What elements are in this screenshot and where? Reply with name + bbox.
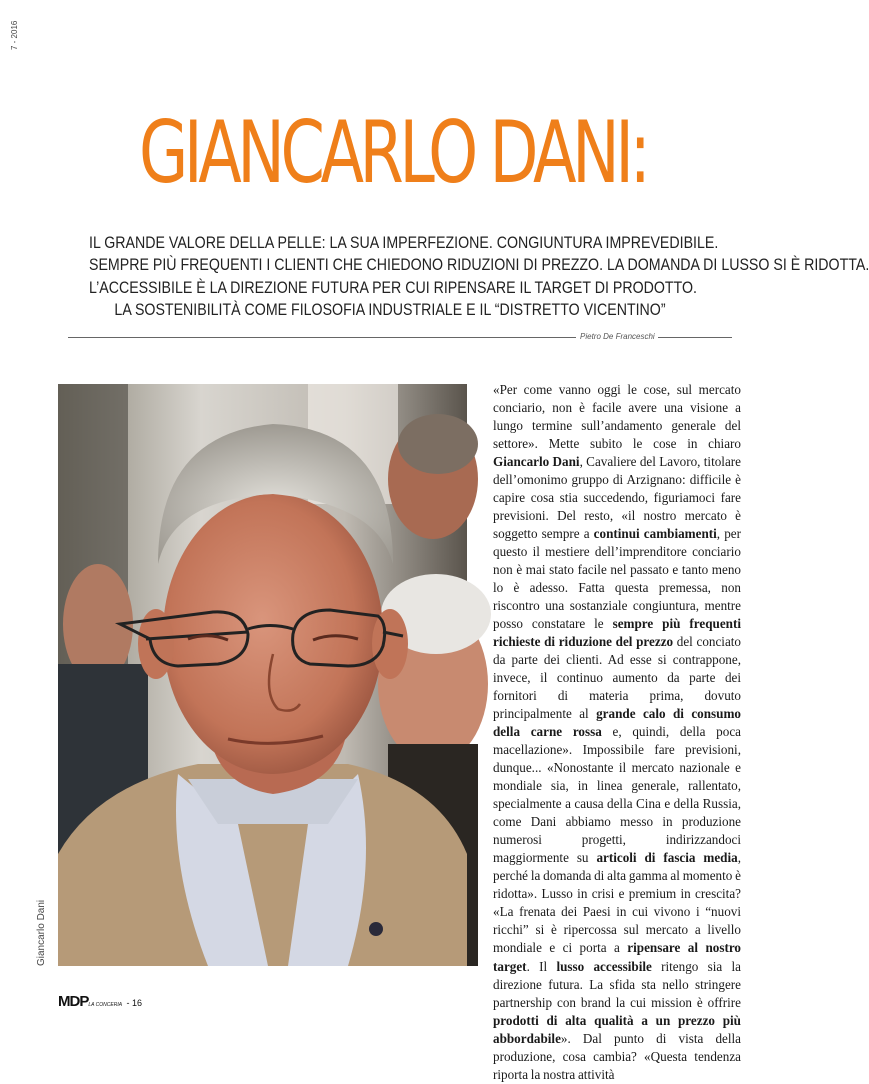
body-text-bold: ripensare al nostro target xyxy=(493,940,741,974)
body-text-bold: lusso accessibile xyxy=(556,958,652,974)
article-subtitle xyxy=(89,232,869,321)
body-text-run: . Il xyxy=(526,958,557,974)
article-body xyxy=(493,381,741,1084)
body-text-run: ritengo sia la direzione futura. La sfida sta nello stringere partnership con brand la cui mission è offrire xyxy=(493,958,741,1010)
body-text-run: e, quindi, della poca macellazione». Impossibile fare previsioni, dunque... «Nonostante il mercato nazionale e mondiale sia, in linea generale, rallentato, specialmente a causa della Cina e della Russia, come Dani abbiamo messo in produzione numerosi progetti, indirizzandoci maggiormente su xyxy=(493,724,741,866)
page-footer xyxy=(58,993,142,1011)
subtitle-line: L’ACCESSIBILE È LA DIREZIONE FUTURA PER CUI RIPENSARE IL TARGET DI PRODOTTO. xyxy=(89,278,697,297)
issue-date: 7 - 2016 xyxy=(10,20,19,50)
subtitle-line: LA SOSTENIBILITÀ COME FILOSOFIA INDUSTRIALE E IL “DISTRETTO VICENTINO” xyxy=(114,300,666,319)
subtitle-line: IL GRANDE VALORE DELLA PELLE: LA SUA IMPERFEZIONE. CONGIUNTURA IMPREVEDIBILE. xyxy=(89,234,719,252)
portrait-illustration xyxy=(58,384,467,966)
body-text-bold: prodotti di alta qualità a un prezzo più abbordabile xyxy=(493,1012,741,1046)
page-number: - 16 xyxy=(126,998,143,1008)
byline xyxy=(68,332,732,348)
body-text-run: «Per come vanno oggi le cose, sul mercato conciario, non è facile avere una visione a lungo termine sull’andamento generale del settore». Mette subito le cose in chiaro xyxy=(493,382,741,452)
body-text-run: , perché la domanda di alta gamma al momento è ridotta». Lusso in crisi e premium in crescita? «La frenata dei Paesi in cui vivono i “nuovi ricchi” si è ripercossa sul mercato a livello mondiale e ci porta a xyxy=(493,850,742,956)
portrait-photo xyxy=(58,384,467,966)
body-text-run: , per questo il mestiere dell’imprenditore conciario non è mai stato facile nel passato e tanto meno lo è adesso. Fatta questa premessa, non riscontro una sostanziale congiuntura, mentre posso constatare le xyxy=(493,526,741,632)
magazine-logo: MDP xyxy=(58,993,89,1010)
body-text-bold: grande calo di consumo della carne rossa xyxy=(493,706,741,740)
byline-rule-right xyxy=(658,337,732,338)
body-text-bold: continui cambiamenti xyxy=(593,526,717,542)
body-text-run: del conciato da parte dei clienti. Ad esse si contrappone, invece, il continuo aumento da parte dei fornitori di materia prima, dovuto principalmente al xyxy=(493,634,741,722)
body-text-bold: sempre più frequenti richieste di riduzione del prezzo xyxy=(493,616,741,650)
photo-caption: Giancarlo Dani xyxy=(36,899,47,966)
author-name: Pietro De Franceschi xyxy=(580,332,655,341)
magazine-logo-sub: LA CONCERIA xyxy=(88,1002,123,1008)
body-text-bold: Giancarlo Dani xyxy=(493,454,580,470)
article-title: GIANCARLO DANI: xyxy=(139,103,647,203)
body-text-run: , Cavaliere del Lavoro, titolare dell’omonimo gruppo di Arzignano: difficile è capire cosa stia succedendo, figuriamoci fare previsioni. Del resto, «il nostro mercato è soggetto sempre a xyxy=(493,454,741,542)
subtitle-line: SEMPRE PIÙ FREQUENTI I CLIENTI CHE CHIEDONO RIDUZIONI DI PREZZO. LA DOMANDA DI LUSSO SI È RIDOTTA. xyxy=(89,256,869,275)
body-text-bold: articoli di fascia media xyxy=(596,850,738,866)
body-text-run: ». Dal punto di vista della produzione, cosa cambia? «Questa tendenza riporta la nostra attività xyxy=(493,1030,741,1082)
byline-rule-left xyxy=(68,337,576,338)
